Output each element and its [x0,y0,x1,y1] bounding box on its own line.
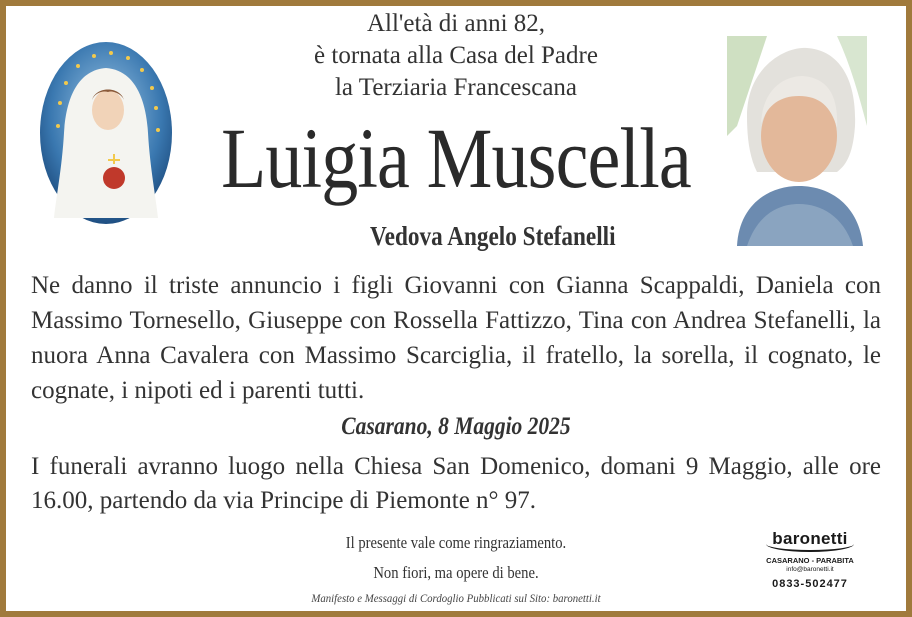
logo-location: CASARANO - PARABITA [766,556,854,565]
deceased-name: Luigia Muscella [221,110,691,206]
thanks-text [64,528,848,588]
funeral-info: I funerali avranno luogo nella Chiesa San Domenico, domani 9 Maggio, alle ore 16.00, partendo da via Principe di Piemonte n° 97. [31,453,881,514]
logo-email: info@baronetti.it [786,566,834,573]
intro-line: la Terziaria Francescana [334,74,578,101]
intro-line: è tornata alla Casa del Padre [314,42,598,69]
thanks-line: Non fiori, ma opere di bene. [373,563,539,582]
logo-phone: 0833-502477 [772,578,848,590]
thanks-line: Il presente vale come ringraziamento. [345,533,567,552]
place-date: Casarano, 8 Maggio 2025 [341,413,571,440]
footer-note: Manifesto e Messaggi di Cordoglio Pubblicati sul Sito: baronetti.it [311,591,601,605]
madonna-image [36,38,176,228]
logo-brand: baronetti [766,528,853,552]
intro-line: All'età di anni 82, [366,10,546,37]
baronetti-logo [760,528,860,592]
widow-of-text: Vedova Angelo Stefanelli [370,221,616,251]
portrait-photo [727,36,867,246]
announcement-text: Ne danno il triste annuncio i figli Giovanni con Gianna Scappaldi, Daniela con Massimo Tornesello, Giuseppe con Rossella Fattizzo, Tina con Andrea Stefanelli, la nuora Anna Cavalera con Massimo Scarciglia, il fratello, la sorella, il cognato, le cognate, i nipoti ed i parenti tutti. [31,272,881,404]
